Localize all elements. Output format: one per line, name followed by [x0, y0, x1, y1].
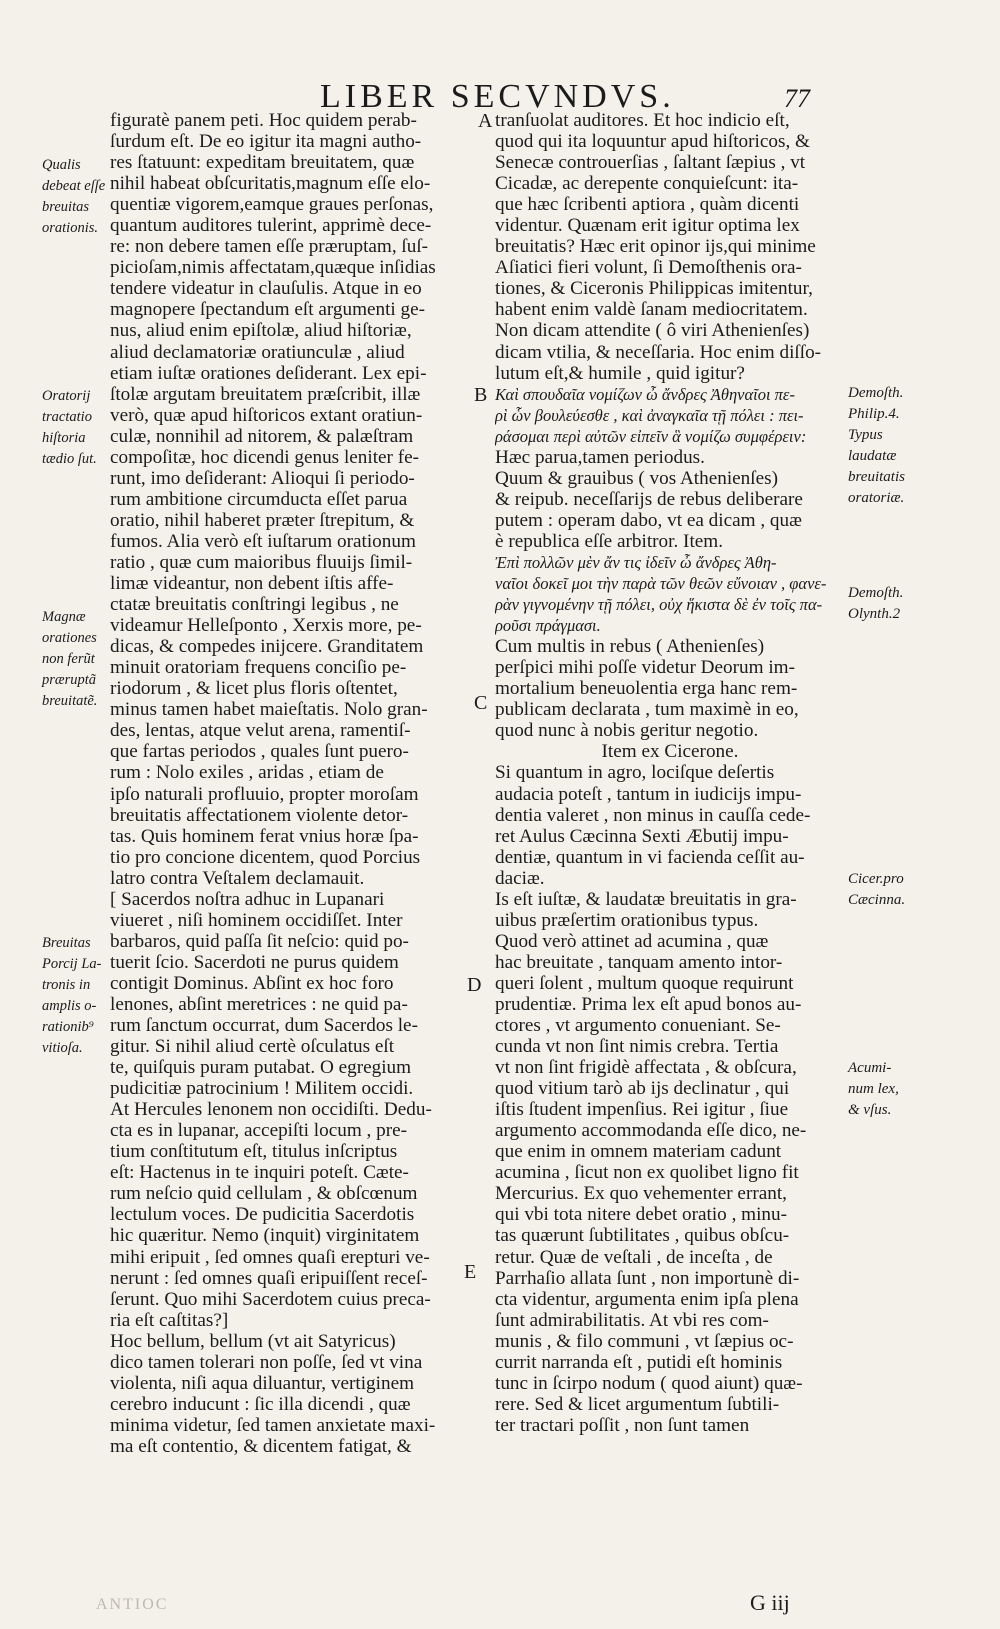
margin-note-line: præruptã [42, 672, 96, 688]
text-line: eſt: Hactenus in te inquiri poteſt. Cæte- [110, 1162, 409, 1184]
text-line: quod vitium tarò ab ijs declinatur , qui [495, 1078, 790, 1100]
section-letter-d: D [467, 974, 482, 996]
text-line: Mercurius. Ex quo vehementer errant, [495, 1183, 787, 1205]
margin-note-line: hiſtoria [42, 430, 86, 446]
text-line: verò, quæ apud hiſtoricos extant oratiun- [110, 404, 423, 426]
text-line: tunc in ſcirpo nodum ( quod aiunt) quæ- [495, 1372, 803, 1394]
text-line: prudentiæ. Prima lex eſt apud bonos au- [495, 993, 802, 1015]
text-line: [ Sacerdos noſtra adhuc in Lupanari [110, 888, 385, 910]
text-line: audacia poteſt , tantum in iudicijs impu- [495, 783, 802, 805]
text-line: gitur. Si nihil aliud certè oſculatus eſt [110, 1036, 395, 1058]
text-line: At Hercules lenonem non occidiſti. Dedu- [110, 1099, 432, 1121]
margin-note-line: Porcij La- [42, 956, 102, 972]
text-line: Hoc bellum, bellum (vt ait Satyricus) [110, 1330, 396, 1352]
text-line: ράσομαι περὶ αὐτῶν εἰπεῖν ἃ νομίζω συμφέρειν: [495, 426, 807, 446]
text-line: rum : Nolo exiles , aridas , etiam de [110, 762, 384, 784]
right-margin-note-3 [848, 869, 968, 911]
left-margin-note-1 [42, 155, 112, 239]
text-line: rere. Sed & licet argumentum ſubtili- [495, 1393, 780, 1415]
text-line: compoſitæ, hoc dicendi genus leniter fe- [110, 446, 420, 468]
text-line: quantum auditores tulerint, apprimè dece- [110, 215, 432, 237]
text-line: è republica eſſe arbitror. Item. [495, 530, 724, 552]
text-line: putem : operam dabo, vt ea dicam , quæ [495, 509, 802, 531]
text-line: perſpici mihi poſſe videtur Deorum im- [495, 657, 796, 679]
text-line: cerebro inducunt : ſic illa dicendi , quæ [110, 1393, 411, 1415]
text-line: Quum & grauibus ( vos Athenienſes) [495, 467, 778, 489]
margin-note-line: non ferũt [42, 651, 95, 667]
text-line: hic quæritur. Nemo (inquit) virginitatem [110, 1225, 420, 1247]
text-line: dentiæ, quantum in vi facienda ceſſit au- [495, 846, 805, 868]
margin-note-line: oratoriæ. [848, 490, 905, 506]
text-line: cta videntur, argumenta enim ipſa plena [495, 1288, 799, 1310]
text-line: quentiæ vigorem,eamque graues perſonas, [110, 194, 434, 216]
margin-note-line: Breuitas [42, 935, 91, 951]
text-line: Hæc parua,tamen periodus. [495, 446, 705, 468]
margin-note-line: Qualis [42, 157, 81, 173]
text-line: breuitatis affectationem violente detor- [110, 804, 409, 826]
text-line: fumos. Alia verò eſt iuſtarum orationum [110, 530, 416, 552]
margin-note-line: debeat eſſe [42, 178, 106, 194]
text-line: ria eſt caſtitas?] [110, 1309, 229, 1331]
text-line: minus tamen habet maieſtatis. Nolo gran- [110, 699, 428, 721]
section-letter-c: C [474, 692, 488, 714]
text-line: hac breuitate , tanquam amento intor- [495, 951, 783, 973]
text-line: ſurdum eſt. De eo igitur ita magni autho- [110, 131, 422, 153]
margin-note-line: breuitatis [848, 469, 905, 485]
text-line: limæ videantur, non debent iſtis affe- [110, 573, 394, 595]
margin-note-line: rationib⁹ [42, 1019, 94, 1035]
text-line: viueret , niſi hominem occidiſſet. Inter [110, 909, 403, 931]
text-line: Is eſt iuſtæ, & laudatæ breuitatis in gra- [495, 888, 797, 910]
running-title: LIBER SECVNDVS. [320, 78, 675, 115]
left-margin-note-3 [42, 607, 112, 712]
right-margin-note-1 [848, 383, 968, 509]
margin-note-line: vitioſa. [42, 1040, 83, 1056]
text-line: Aſiatici fieri volunt, ſi Demoſthenis ora- [495, 257, 802, 279]
text-line: dico tamen tolerari non poſſe, ſed vt vina [110, 1351, 423, 1373]
text-line: breuitatis? Hæc erit opinor ijs,qui minime [495, 236, 816, 258]
right-column-text [495, 110, 845, 1436]
text-line: acumina , ſicut non ex quolibet ligno fit [495, 1162, 799, 1184]
text-line: nihil habeat obſcuritatis,magnum eſſe elo- [110, 173, 431, 195]
text-line: ρὰν γιγνομένην τῇ πόλει, οὐχ ἥκιστα δὲ ἐν τοῖς πα- [495, 595, 823, 615]
text-line: Si quantum in agro, lociſque deſertis [495, 762, 775, 784]
text-line: tas quærunt ſubtilitates , quibus obſcu- [495, 1225, 790, 1247]
margin-note-line: orationis. [42, 220, 98, 236]
margin-note-line: tædio ſut. [42, 451, 97, 467]
text-line: quod nunc à nobis geritur negotio. [495, 720, 759, 742]
text-line: tendere videatur in clauſulis. Atque in eo [110, 278, 422, 300]
text-line: tium conſtitutum eſt, titulus inſcriptus [110, 1141, 398, 1163]
text-line: munis , & filo communi , vt ſæpius oc- [495, 1330, 794, 1352]
text-line: runt, imo deſiderant: Alioqui ſi periodo- [110, 467, 415, 489]
text-line: que enim in omnem materiam cadunt [495, 1141, 782, 1163]
margin-note-line: laudatæ [848, 448, 897, 464]
page-number: 77 [784, 84, 810, 113]
margin-note-line: breuitatẽ. [42, 693, 98, 709]
text-line: habent enim valdè ſanam mediocritatem. [495, 299, 808, 321]
text-line: pudicitiæ patrocinium ! Militem occidi. [110, 1078, 414, 1100]
text-line: ctatæ breuitatis conſtringi legibus , ne [110, 594, 399, 616]
margin-note-line: orationes [42, 630, 97, 646]
text-line: tranſuolat auditores. Et hoc indicio eſt, [495, 110, 790, 131]
text-line: vt non ſint frigidè affectata , & obſcura, [495, 1057, 797, 1079]
text-line: mihi eripuit , ſed omnes quaſi erepturi ve- [110, 1246, 430, 1268]
margin-note-line: Acumi- [848, 1060, 892, 1076]
text-line: ipſo naturali profluuio, propter moroſam [110, 783, 419, 805]
section-letter-b: B [474, 384, 488, 406]
text-line: uibus præſertim orationibus typus. [495, 909, 759, 931]
text-line: currit narranda eſt , putidi eſt hominis [495, 1351, 783, 1373]
text-line: tio pro concione dicentem, quod Porcius [110, 846, 421, 868]
text-line: ſunt admirabilitatis. At vbi res com- [495, 1309, 769, 1331]
right-margin-note-4 [848, 1058, 968, 1121]
margin-note-line: Typus [848, 427, 883, 443]
text-line: contigit Dominus. Abſint ex hoc foro [110, 972, 394, 994]
margin-note-line: amplis o- [42, 998, 97, 1014]
text-line: qui vbi tota nitere debet oratio , minu- [495, 1204, 788, 1226]
text-line: nus, aliud enim epiſtolæ, aliud hiſtoriæ, [110, 320, 412, 342]
text-line: rum neſcio quid cellulam , & obſcœnum [110, 1183, 418, 1205]
text-line: res ſtatuunt: expeditam breuitatem, quæ [110, 152, 415, 174]
margin-note-line: Cicer.pro [848, 871, 904, 887]
margin-note-line: Cæcinna. [848, 892, 906, 908]
text-line: rum ſanctum occurrat, dum Sacerdos le- [110, 1015, 418, 1037]
text-line: tuerit ſcio. Sacerdoti ne purus quidem [110, 951, 399, 973]
margin-note-line: Demoſth. [848, 385, 904, 401]
margin-note-line: Demoſth. [848, 585, 904, 601]
bleed-through-text: ANTIOC [96, 1596, 169, 1613]
text-line: minuit oratoriam frequens conciſio pe- [110, 657, 407, 679]
text-line: videamur Helleſponto , Xerxis more, pe- [110, 615, 422, 637]
text-line: etiam iuſtæ orationes deſiderant. Lex epi- [110, 362, 427, 384]
text-line: lutum eſt,& humile , quid igitur? [495, 362, 745, 384]
text-line: retur. Quæ de veſtali , de inceſta , de [495, 1246, 773, 1268]
text-line: Καὶ σπουδαῖα νομίζων ὦ ἄνδρες Ἀθηναῖοι πε- [495, 384, 795, 404]
text-line: Ἐπὶ πολλῶν μὲν ἄν τις ἰδεῖν ὦ ἄνδρες Ἀθη- [495, 552, 777, 572]
margin-note-line: tractatio [42, 409, 92, 425]
text-line: des, lentas, atque velut arena, ramentiſ- [110, 720, 411, 742]
right-margin-note-2 [848, 583, 968, 625]
margin-note-line: Oratorij [42, 388, 91, 404]
text-line: Non dicam attendite ( ô viri Athenienſes) [495, 320, 810, 342]
margin-note-line: Magnæ [42, 609, 86, 625]
left-column-text [110, 110, 472, 1457]
text-line: que hæc ſcribenti aptiora , quàm dicenti [495, 194, 800, 216]
margin-note-line: Olynth.2 [848, 606, 901, 622]
text-line: queri ſolent , multum quoque requirunt [495, 972, 794, 994]
margin-note-line: num lex, [848, 1081, 899, 1097]
text-line: barbaros, quid paſſa ſit neſcio: quid po- [110, 930, 409, 952]
text-line: mortalium beneuolentia erga hanc rem- [495, 678, 798, 700]
text-line: cunda vt non ſint nimis crebra. Tertia [495, 1036, 779, 1058]
text-line: ratio , quæ cum maioribus fluuijs ſimil- [110, 551, 413, 573]
text-line: re: non debere tamen eſſe præruptam, ſuſ- [110, 236, 429, 258]
text-line: cta es in lupanar, accepiſti locum , pre- [110, 1120, 408, 1142]
margin-note-line: breuitas [42, 199, 89, 215]
text-line: Parrhaſio allata ſunt , non importunè di- [495, 1267, 800, 1289]
margin-note-line: Philip.4. [848, 406, 900, 422]
text-line: Senecæ controuerſias , ſaltant ſæpius , vt [495, 152, 806, 174]
text-line: Cicadæ, ac derepente conquieſcunt: ita- [495, 173, 799, 195]
section-letter-a: A [478, 110, 493, 132]
text-line: ſerunt. Quo mihi Sacerdotem cuius preca- [110, 1288, 431, 1310]
margin-note-line: & vſus. [848, 1102, 892, 1118]
text-line: aliud declamatoriæ oratiunculæ , aliud [110, 341, 405, 363]
text-line: dentia valeret , non minus in cauſſa cede- [495, 804, 811, 826]
text-line: ναῖοι δοκεῖ μοι τὴν παρὰ τῶν θεῶν εὔνοιαν , φανε- [495, 574, 827, 594]
text-line: latro contra Veſtalem declamauit. [110, 867, 365, 889]
text-line: publicam declarata , tum maximè in eo, [495, 699, 799, 721]
text-line: magnopere ſpectandum eſt argumenti ge- [110, 299, 426, 321]
text-line: nerunt : ſed omnes quaſi eripuiſſent receſ- [110, 1267, 428, 1289]
margin-note-line: tronis in [42, 977, 91, 993]
left-margin-note-2 [42, 386, 112, 470]
section-letter-e: E [464, 1261, 477, 1283]
text-line: argumento accommodanda eſſe dico, ne- [495, 1120, 807, 1142]
text-line: violenta, niſi aqua diluantur, vertiginem [110, 1372, 415, 1394]
text-line: minima videtur, ſed tamen anxietate maxi- [110, 1414, 436, 1436]
text-line: figuratè panem peti. Hoc quidem perab- [110, 110, 417, 131]
text-line: ſtolæ argutam breuitatem præſcribit, illæ [110, 383, 421, 405]
text-line: iſtis ſtudent impenſius. Rei igitur , ſiue [495, 1099, 789, 1121]
text-line: ter tractari poſſit , non ſunt tamen [495, 1414, 750, 1436]
text-line: oratio, nihil haberet præter ſtrepitum, & [110, 509, 415, 531]
text-line: ret Aulus Cæcinna Sexti Æbutij impu- [495, 825, 789, 847]
text-line: ροῦσι πράγμασι. [495, 616, 601, 636]
text-line: ρὶ ὧν βουλεύεσθε , καὶ ἀναγκαῖα τῇ πόλει : πει- [495, 405, 804, 425]
left-margin-note-4 [42, 933, 112, 1059]
text-line: que fartas periodos , quales ſunt puero- [110, 741, 409, 763]
text-line: Quod verò attinet ad acumina , quæ [495, 930, 769, 952]
text-line: culæ, nonnihil ad nitorem, & palæſtram [110, 425, 414, 447]
text-line: dicas, & compedes inijcere. Granditatem [110, 636, 424, 658]
text-line: ctores , vt argumento conueniant. Se- [495, 1015, 781, 1037]
text-line: videntur. Quænam erit igitur optima lex [495, 215, 800, 237]
text-line: lenones, abſint meretrices : ne quid pa- [110, 993, 408, 1015]
text-line: rum ambitione circumducta eſſet parua [110, 488, 408, 510]
signature-mark: G iij [750, 1590, 790, 1615]
text-line: Cum multis in rebus ( Athenienſes) [495, 636, 765, 658]
text-line: dicam vtilia, & neceſſaria. Hoc enim diſſo- [495, 341, 822, 363]
text-line: Item ex Cicerone. [601, 741, 739, 763]
text-line: daciæ. [495, 867, 545, 889]
text-line: & reipub. neceſſarijs de rebus deliberare [495, 488, 803, 510]
text-line: ma eſt contentio, & dicentem fatigat, & [110, 1435, 412, 1457]
text-line: tiones, & Ciceronis Philippicas imitentur, [495, 278, 813, 300]
text-line: riodorum , & licet plus floris oſtentet, [110, 678, 398, 700]
text-line: lectulum voces. De pudicitia Sacerdotis [110, 1204, 415, 1226]
text-line: te, quiſquis puram putabat. O egregium [110, 1057, 412, 1079]
text-line: picioſam,nimis affectatam,quæque inſidias [110, 257, 436, 279]
text-line: tas. Quis hominem ferat vnius horæ ſpa- [110, 825, 419, 847]
text-line: quod qui ita loquuntur apud hiſtoricos, & [495, 131, 810, 153]
